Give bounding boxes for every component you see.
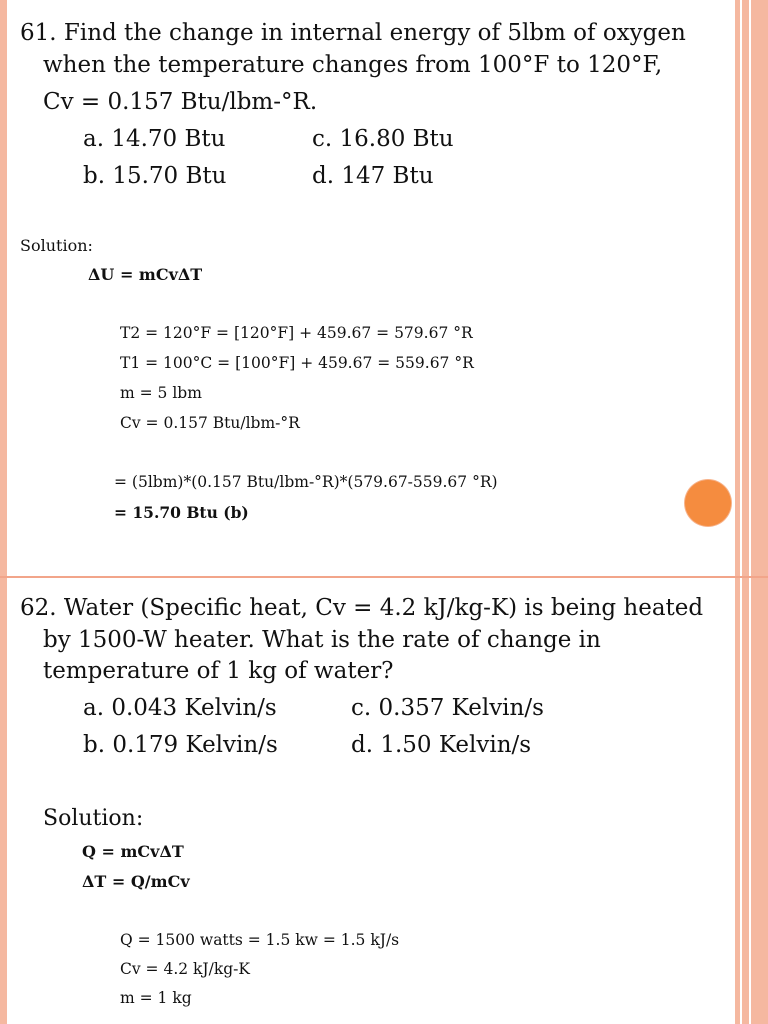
q61-calculation: = (5lbm)*(0.157 Btu/lbm-°R)*(579.67-559.67 °R)	[114, 473, 498, 491]
q61-given-t1: T1 = 100°C = [100°F] + 459.67 = 559.67 °R	[120, 354, 474, 372]
left-border-bar	[0, 0, 7, 1024]
orange-dot-decoration	[685, 480, 731, 526]
q61-solution-label: Solution:	[20, 236, 93, 255]
q61-question-line2: when the temperature changes from 100°F to 120°F,	[43, 52, 663, 78]
q61-choice-b: b. 15.70 Btu	[83, 163, 227, 189]
q62-given-cv: Cv = 4.2 kJ/kg-K	[120, 960, 250, 978]
q61-question-line1: 61. Find the change in internal energy of 5lbm of oxygen	[20, 20, 686, 46]
right-border-line	[749, 0, 751, 1024]
q62-choice-d: d. 1.50 Kelvin/s	[351, 732, 532, 758]
q62-choice-b: b. 0.179 Kelvin/s	[83, 732, 278, 758]
q62-choice-c: c. 0.357 Kelvin/s	[351, 695, 544, 721]
q61-choice-d: d. 147 Btu	[312, 163, 434, 189]
right-border-line	[740, 0, 742, 1024]
slide-divider	[0, 576, 768, 578]
q62-question-line1: 62. Water (Specific heat, Cv = 4.2 kJ/kg-K) is being heated	[20, 595, 704, 621]
q62-choice-a: a. 0.043 Kelvin/s	[83, 695, 277, 721]
q61-given-cv: Cv = 0.157 Btu/lbm-°R	[120, 414, 300, 432]
q62-formula-q: Q = mCvΔT	[82, 842, 184, 861]
q62-formula-dt: ΔT = Q/mCv	[82, 872, 190, 891]
q61-question-line3: Cv = 0.157 Btu/lbm-°R.	[43, 89, 318, 115]
q61-given-m: m = 5 lbm	[120, 384, 202, 402]
q61-choice-c: c. 16.80 Btu	[312, 126, 454, 152]
q61-answer: = 15.70 Btu (b)	[114, 503, 249, 522]
q62-given-m: m = 1 kg	[120, 989, 192, 1007]
q62-solution-label: Solution:	[43, 806, 144, 831]
q61-given-t2: T2 = 120°F = [120°F] + 459.67 = 579.67 °R	[120, 324, 473, 342]
q61-choice-a: a. 14.70 Btu	[83, 126, 226, 152]
q61-formula: ΔU = mCvΔT	[88, 265, 203, 284]
q62-question-line2: by 1500-W heater. What is the rate of change in	[43, 627, 601, 653]
q62-given-q: Q = 1500 watts = 1.5 kw = 1.5 kJ/s	[120, 931, 400, 949]
q62-question-line3: temperature of 1 kg of water?	[43, 658, 394, 684]
